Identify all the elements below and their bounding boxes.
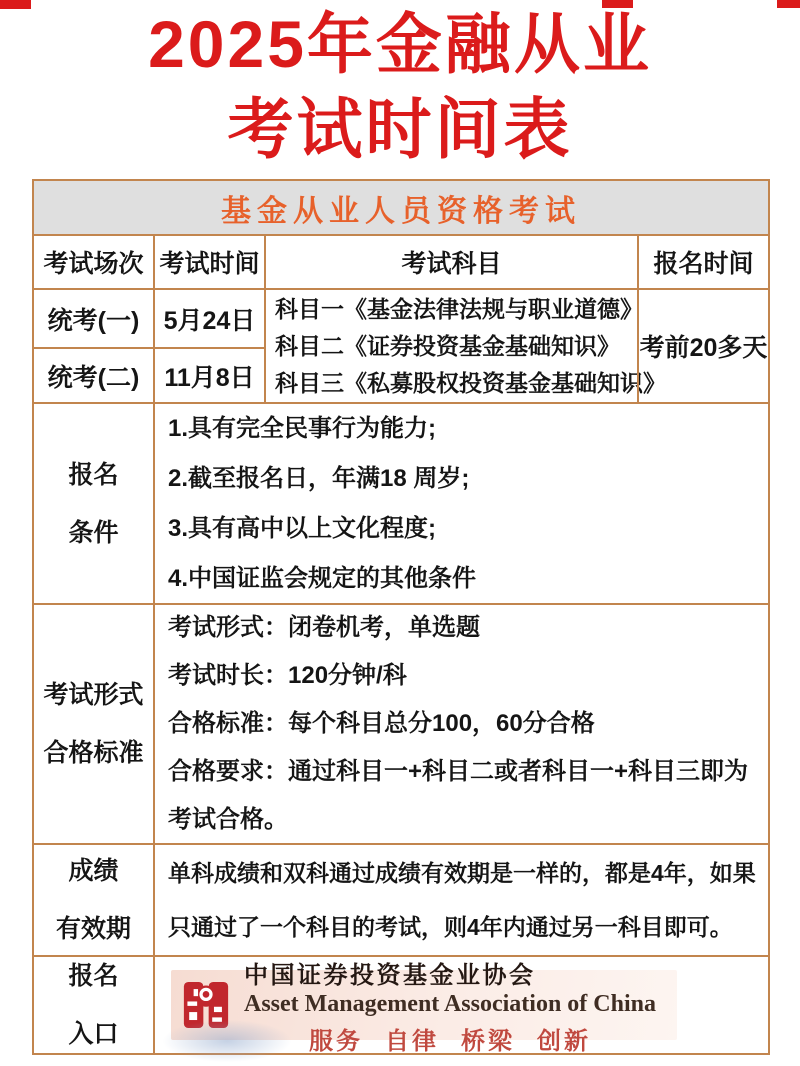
slogan-word: 服务 [309,1027,363,1055]
banner-text [244,955,656,1056]
section-label-line: 成绩 [68,857,119,885]
page-title-line2: 考试时间表 [227,92,573,166]
column-header-registration: 报名时间 [637,236,768,288]
section-label-line: 考试形式 [43,681,144,709]
section-apply-conditions [34,402,768,603]
session-date: 11月8日 [155,347,264,402]
section-score-validity [34,843,768,955]
section-label-line: 条件 [68,518,119,547]
table-section-header [34,181,768,234]
section-label [34,845,153,955]
page-title-line1: 2025年金融从业 [148,7,652,81]
section-label-line: 入口 [68,1020,119,1048]
section-label [34,957,153,1053]
table-section-title: 基金从业人员资格考试 [221,194,581,228]
section-registration-entry [34,955,768,1053]
format-line: 考试时长：120分钟/科 [168,662,407,689]
org-name-cn: 中国证券投资基金业协会 [244,962,536,989]
slogan-word: 桥梁 [461,1027,515,1055]
amac-banner [171,962,677,1055]
subjects-cell [264,290,666,402]
section-content [153,845,768,955]
section-content [153,404,768,603]
column-header-subjects: 考试科目 [264,236,637,288]
section-label-line: 有效期 [55,915,131,943]
session-date-column [153,290,264,402]
condition-line: 3.具有高中以上文化程度; [168,514,437,542]
section-label [34,605,153,843]
page-title [0,2,800,172]
section-label-line: 报名 [68,460,119,489]
section-label-line: 合格标准 [43,739,144,767]
session-name: 统考(二) [34,347,153,402]
session-name-column [34,290,153,402]
slogan-word: 创新 [537,1027,591,1055]
validity-line: 只通过了一个科目的考试，则4年内通过另一科目即可。 [168,914,733,940]
amac-seal-logo-icon [183,980,229,1030]
org-name-en: Asset Management Association of China [244,990,656,1017]
section-content [153,957,768,1053]
condition-line: 4.中国证监会规定的其他条件 [168,564,477,592]
exam-schedule-table [32,179,770,1055]
subject-line: 科目一《基金法律法规与职业道德》 [275,295,643,322]
section-label [34,404,153,603]
registration-time-cell: 考前20多天 [637,290,768,402]
subject-line: 科目三《私募股权投资基金基础知识》 [275,369,666,396]
section-exam-format [34,603,768,843]
org-slogan [244,1021,656,1056]
section-label-line: 报名 [68,962,119,990]
column-header-session: 考试场次 [43,250,144,278]
condition-line: 1.具有完全民事行为能力; [168,414,437,442]
format-line: 考试形式：闭卷机考，单选题 [168,614,480,641]
validity-line: 单科成绩和双科通过成绩有效期是一样的，都是4年，如果 [168,860,756,886]
table-header-row [34,234,768,288]
session-date: 5月24日 [163,306,256,335]
session-rows [34,288,768,402]
subject-line: 科目二《证券投资基金基础知识》 [275,332,620,359]
section-content [153,605,768,843]
slogan-word: 自律 [385,1027,439,1055]
format-line: 合格要求：通过科目一+科目二或者科目一+科目三即为 [168,758,749,785]
column-header-date: 考试时间 [153,236,264,288]
session-name: 统考(一) [47,306,140,335]
format-line: 考试合格。 [168,806,288,833]
condition-line: 2.截至报名日，年满18 周岁; [168,464,470,492]
format-line: 合格标准：每个科目总分100，60分合格 [168,710,595,737]
